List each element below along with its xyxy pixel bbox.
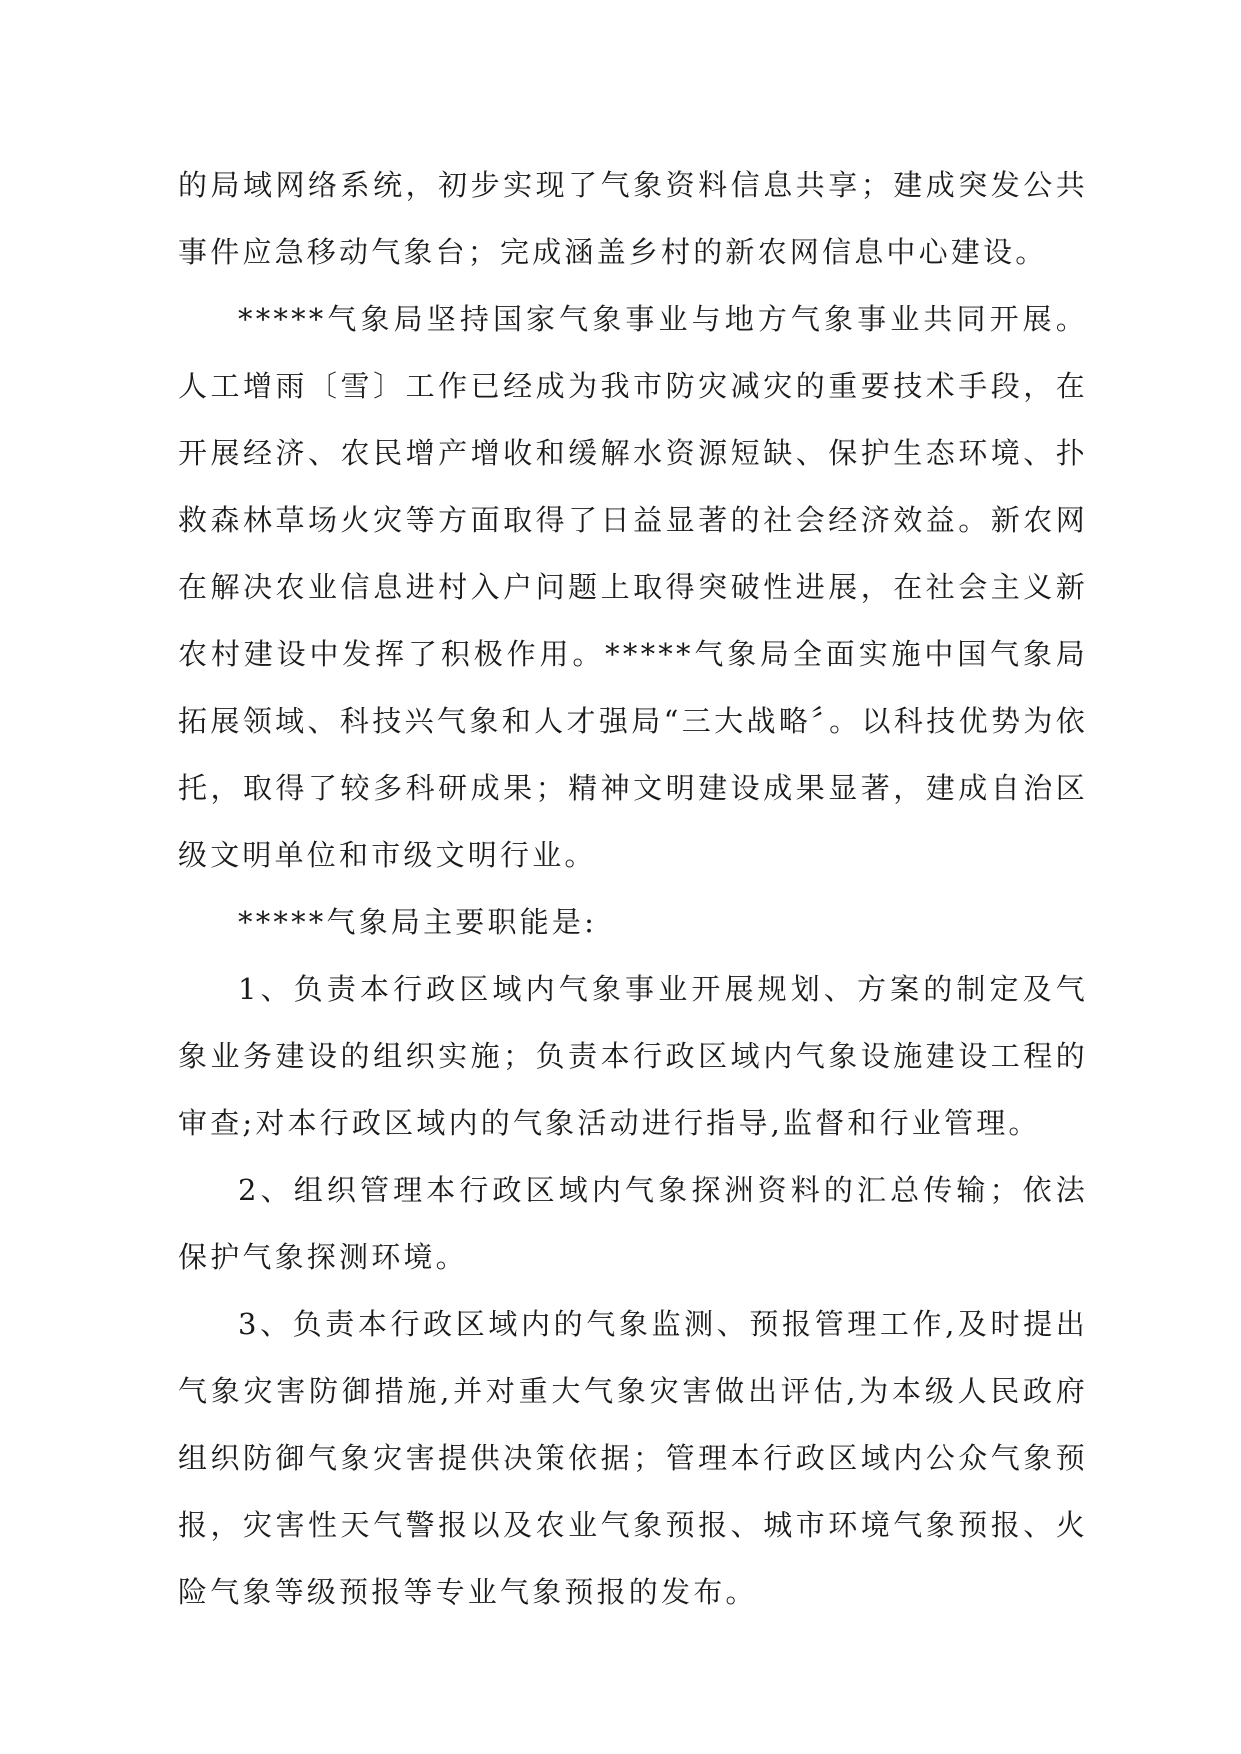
- paragraph-function-3: 3、负责本行政区域内的气象监测、预报管理工作,及时提出气象灾害防御措施,并对重大气象灾害做出评估,为本级人民政府组织防御气象灾害提供决策依据；管理本行政区域内公众气象预报，灾害性天气警报以及农业气象预报、城市环境气象预报、火险气象等级预报等专业气象预报的发布。: [178, 1307, 1088, 1609]
- paragraph-intro-continuation: 的局域网络系统，初步实现了气象资料信息共享；建成突发公共事件应急移动气象台；完成涵盖乡村的新农网信息中心建设。: [178, 168, 1088, 269]
- paragraph-main-functions-heading: *****气象局主要职能是:: [238, 905, 598, 939]
- paragraph-function-1: 1、负责本行政区域内气象事业开展规划、方案的制定及气象业务建设的组织实施；负责本行政区域内气象设施建设工程的审查;对本行政区域内的气象活动进行指导,监督和行业管理。: [178, 972, 1088, 1140]
- document-body: [178, 152, 1088, 1626]
- paragraph-function-2: 2、组织管理本行政区域内气象探洲资料的汇总传输；依法保护气象探测环境。: [178, 1173, 1088, 1274]
- paragraph-bureau-development: *****气象局坚持国家气象事业与地方气象事业共同开展。人工增雨〔雪〕工作已经成为我市防灾减灾的重要技术手段，在开展经济、农民增产增收和缓解水资源短缺、保护生态环境、扑救森林草场火灾等方面取得了日益显著的社会经济效益。新农网在解决农业信息进村入户问题上取得突破性进展，在社会主义新农村建设中发挥了积极作用。*****气象局全面实施中国气象局拓展领域、科技兴气象和人才强局“三大战略〞。以科技优势为依托，取得了较多科研成果；精神文明建设成果显著，建成自治区级文明单位和市级文明行业。: [178, 302, 1088, 872]
